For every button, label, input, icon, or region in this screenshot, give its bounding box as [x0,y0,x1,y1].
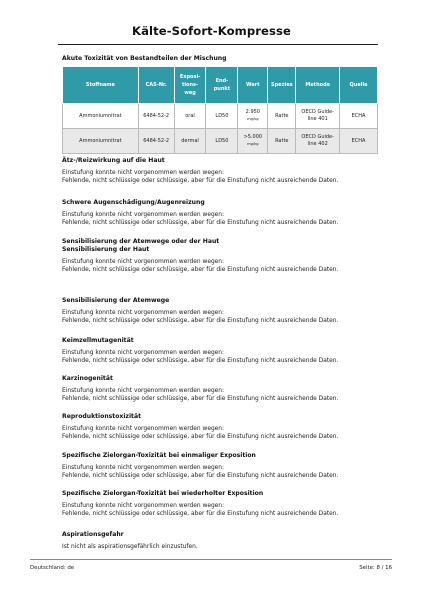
section-line: Ist nicht als aspirationsgefährlich einzustufen. [62,544,198,550]
section-mutagenicity [62,337,382,366]
cell-quelle: ECHA [340,129,378,154]
section-heading: Spezifische Zielorgan-Toxizität bei wiederholter Exposition [62,490,264,497]
section-stot-repeated [62,490,382,519]
section-subheading: Sensibilisierung der Haut [62,246,150,253]
cell-weg: dermal [174,129,206,154]
cell-wert: 2.950 mg/kg [238,104,268,129]
footer-divider [30,559,392,560]
cell-spezies: Ratte [268,104,296,129]
cell-stoffname: Ammoniumnitrat [63,104,139,129]
col-header-cas: CAS-Nr. [138,67,174,104]
section-carcinogenicity [62,375,382,404]
cell-methode: OECD Guide- line 402 [296,129,340,154]
cell-spezies: Ratte [268,129,296,154]
section-line: Einstufung konnte nicht vorgenommen werden wegen: [62,426,225,432]
section-line: Fehlende, nicht schlüssige oder schlüssige, aber für die Einstufung nicht ausreichende Daten. [62,395,339,402]
col-header-expositionsweg: Exposi- tions- weg [174,67,206,104]
section-respiratory-sensitisation [62,297,382,326]
cell-endpunkt: LD50 [206,129,238,154]
table-header-row [63,67,378,104]
col-header-endpunkt: End- punkt [206,67,238,104]
section-line: Einstufung konnte nicht vorgenommen werden wegen: [62,465,225,471]
section-heading: Sensibilisierung der Atemwege oder der Haut [62,238,220,245]
section-skin-corrosion [62,157,382,186]
table-heading: Akute Toxizität von Bestandteilen der Mischung [62,55,227,62]
page-title: Kälte-Sofort-Kompresse [132,24,291,38]
table-row [63,129,378,154]
section-line: Einstufung konnte nicht vorgenommen werden wegen: [62,310,225,316]
footer-locale: Deutschland: de [30,565,75,571]
col-header-wert: Wert [238,67,268,104]
cell-cas: 6484-52-2 [138,104,174,129]
section-heading: Schwere Augenschädigung/Augenreizung [62,199,205,206]
cell-cas: 6484-52-2 [138,129,174,154]
section-line: Fehlende, nicht schlüssige oder schlüssige, aber für die Einstufung nicht ausreichende Daten. [62,177,339,184]
footer-page-number: Seite: 8 / 16 [359,565,392,571]
section-line: Einstufung konnte nicht vorgenommen werden wegen: [62,350,225,356]
section-line: Fehlende, nicht schlüssige oder schlüssige, aber für die Einstufung nicht ausreichende Daten. [62,510,339,517]
section-stot-single [62,452,382,481]
section-line: Fehlende, nicht schlüssige oder schlüssige, aber für die Einstufung nicht ausreichende Daten. [62,266,339,273]
section-reproductive-toxicity [62,413,382,442]
cell-methode: OECD Guide- line 401 [296,104,340,129]
section-heading: Ätz-/Reizwirkung auf die Haut [62,157,165,164]
table-heading-block [62,55,382,63]
section-sensitisation [62,238,382,275]
col-header-methode: Methode [296,67,340,104]
section-line: Einstufung konnte nicht vorgenommen werden wegen: [62,388,225,394]
section-heading: Reproduktionstoxizität [62,413,141,420]
table-row [63,104,378,129]
section-line: Fehlende, nicht schlüssige oder schlüssige, aber für die Einstufung nicht ausreichende Daten. [62,357,339,364]
section-heading: Spezifische Zielorgan-Toxizität bei einmaliger Exposition [62,452,256,459]
col-header-stoffname: Stoffname [63,67,139,104]
section-eye-damage [62,199,382,228]
col-header-quelle: Quelle [340,67,378,104]
section-heading: Sensibilisierung der Atemwege [62,297,170,304]
section-line: Einstufung konnte nicht vorgenommen werden wegen: [62,503,225,509]
cell-weg: oral [174,104,206,129]
section-heading: Keimzellmutagenität [62,337,134,344]
col-header-spezies: Spezies [268,67,296,104]
cell-quelle: ECHA [340,104,378,129]
acute-toxicity-table [62,66,378,154]
section-line: Einstufung konnte nicht vorgenommen werden wegen: [62,170,225,176]
cell-stoffname: Ammoniumnitrat [63,129,139,154]
section-line: Fehlende, nicht schlüssige oder schlüssige, aber für die Einstufung nicht ausreichende Daten. [62,433,339,440]
title-divider [58,44,378,45]
section-heading: Aspirationsgefahr [62,531,124,538]
section-heading: Karzinogenität [62,375,113,382]
section-line: Fehlende, nicht schlüssige oder schlüssige, aber für die Einstufung nicht ausreichende Daten. [62,317,339,324]
section-line: Einstufung konnte nicht vorgenommen werden wegen: [62,212,225,218]
section-aspiration-hazard [62,531,382,552]
section-line: Fehlende, nicht schlüssige oder schlüssige, aber für die Einstufung nicht ausreichende Daten. [62,219,339,226]
cell-endpunkt: LD50 [206,104,238,129]
section-line: Einstufung konnte nicht vorgenommen werden wegen: [62,259,225,265]
section-line: Fehlende, nicht schlüssige oder schlüssige, aber für die Einstufung nicht ausreichende Daten. [62,472,339,479]
cell-wert: >5.000 mg/kg [238,129,268,154]
